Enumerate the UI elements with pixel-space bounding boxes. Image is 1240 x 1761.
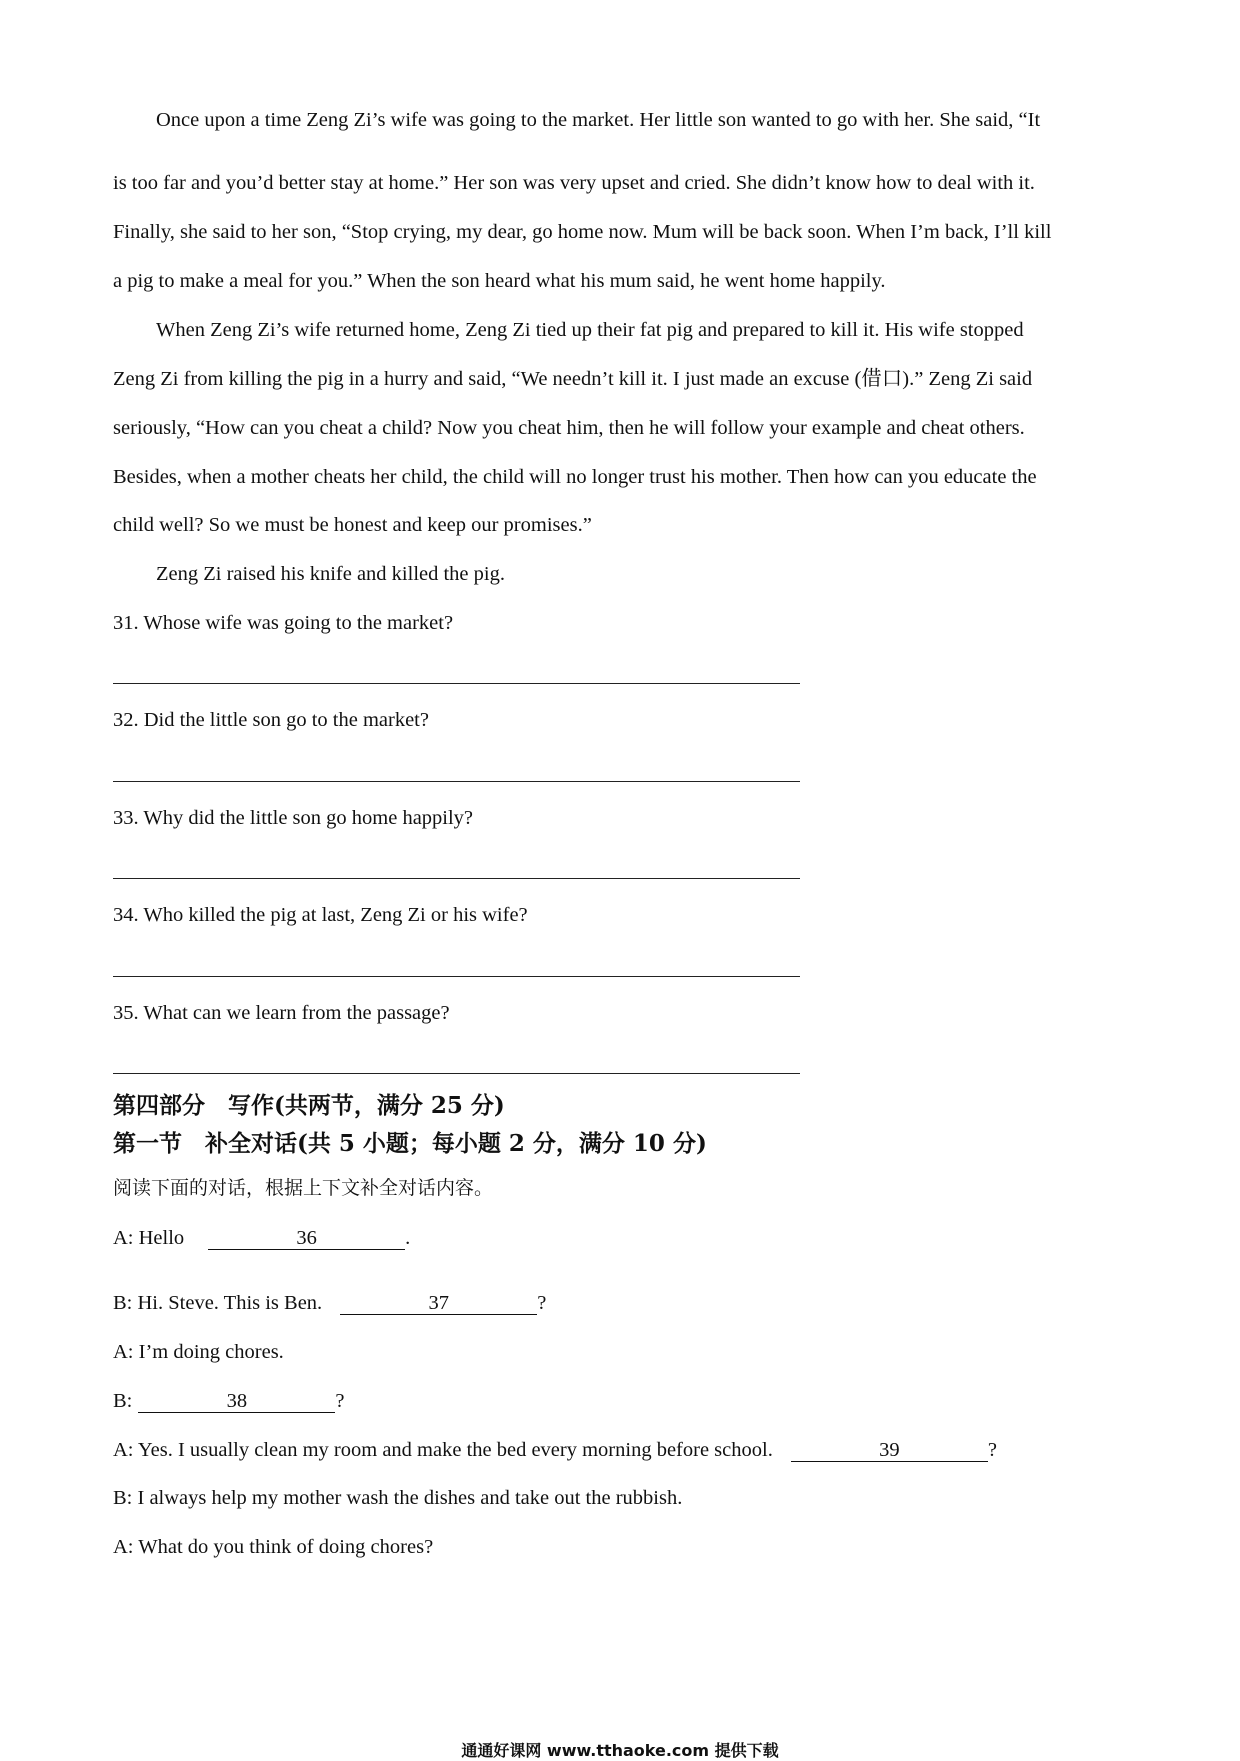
dialogue-line: A: Hello 36 .: [113, 1227, 411, 1249]
dialogue-line: B: Hi. Steve. This is Ben. 37 ?: [113, 1292, 547, 1314]
question-32: 32. Did the little son go to the market?: [113, 709, 429, 731]
passage-line: Zeng Zi from killing the pig in a hurry and said, “We needn’t kill it. I just made an excuse (借口).” Zeng Zi said: [113, 368, 1033, 390]
section-subtitle: 第一节 补全对话(共 5 小题；每小题 2 分，满分 10 分): [113, 1130, 707, 1157]
passage-line: a pig to make a meal for you.” When the son heard what his mum said, he went home happily.: [113, 270, 886, 292]
passage-line: seriously, “How can you cheat a child? Now you cheat him, then he will follow your example and cheat others.: [113, 417, 1025, 439]
dialogue-line: A: I’m doing chores.: [113, 1341, 284, 1363]
passage-line: is too far and you’d better stay at home.” Her son was very upset and cried. She didn’t know how to deal with it.: [113, 172, 1035, 194]
answer-line-35[interactable]: [113, 1073, 800, 1074]
blank-38[interactable]: 38: [138, 1390, 335, 1413]
dialogue-line: A: What do you think of doing chores?: [113, 1536, 434, 1558]
answer-line-31[interactable]: [113, 683, 800, 684]
question-35: 35. What can we learn from the passage?: [113, 1002, 450, 1024]
passage-line: child well? So we must be honest and keep our promises.”: [113, 514, 592, 536]
passage-line: When Zeng Zi’s wife returned home, Zeng Zi tied up their fat pig and prepared to kill it. His wife stopped: [156, 319, 1024, 341]
dialogue-line: B: I always help my mother wash the dishes and take out the rubbish.: [113, 1487, 683, 1509]
instruction-text: 阅读下面的对话，根据上下文补全对话内容。: [113, 1177, 494, 1199]
page-footer: 通通好课网 www.tthaoke.com 提供下载: [461, 1741, 779, 1760]
blank-39[interactable]: 39: [791, 1439, 988, 1462]
passage-line: Besides, when a mother cheats her child, the child will no longer trust his mother. Then how can you educate the: [113, 466, 1037, 488]
answer-line-34[interactable]: [113, 976, 800, 977]
passage-line: Zeng Zi raised his knife and killed the pig.: [156, 563, 505, 585]
answer-line-33[interactable]: [113, 878, 800, 879]
question-34: 34. Who killed the pig at last, Zeng Zi or his wife?: [113, 904, 528, 926]
blank-36[interactable]: 36: [208, 1227, 405, 1250]
dialogue-line: A: Yes. I usually clean my room and make the bed every morning before school. 39 ?: [113, 1439, 997, 1461]
answer-line-32[interactable]: [113, 781, 800, 782]
dialogue-line: B: 38 ?: [113, 1390, 345, 1412]
passage-line: Once upon a time Zeng Zi’s wife was going to the market. Her little son wanted to go with her. She said, “It: [156, 109, 1041, 131]
blank-37[interactable]: 37: [340, 1292, 537, 1315]
question-31: 31. Whose wife was going to the market?: [113, 612, 454, 634]
question-33: 33. Why did the little son go home happily?: [113, 807, 474, 829]
part-title: 第四部分 写作(共两节，满分 25 分): [113, 1092, 505, 1119]
passage-line: Finally, she said to her son, “Stop crying, my dear, go home now. Mum will be back soon. When I’m back, I’ll kill: [113, 221, 1052, 243]
